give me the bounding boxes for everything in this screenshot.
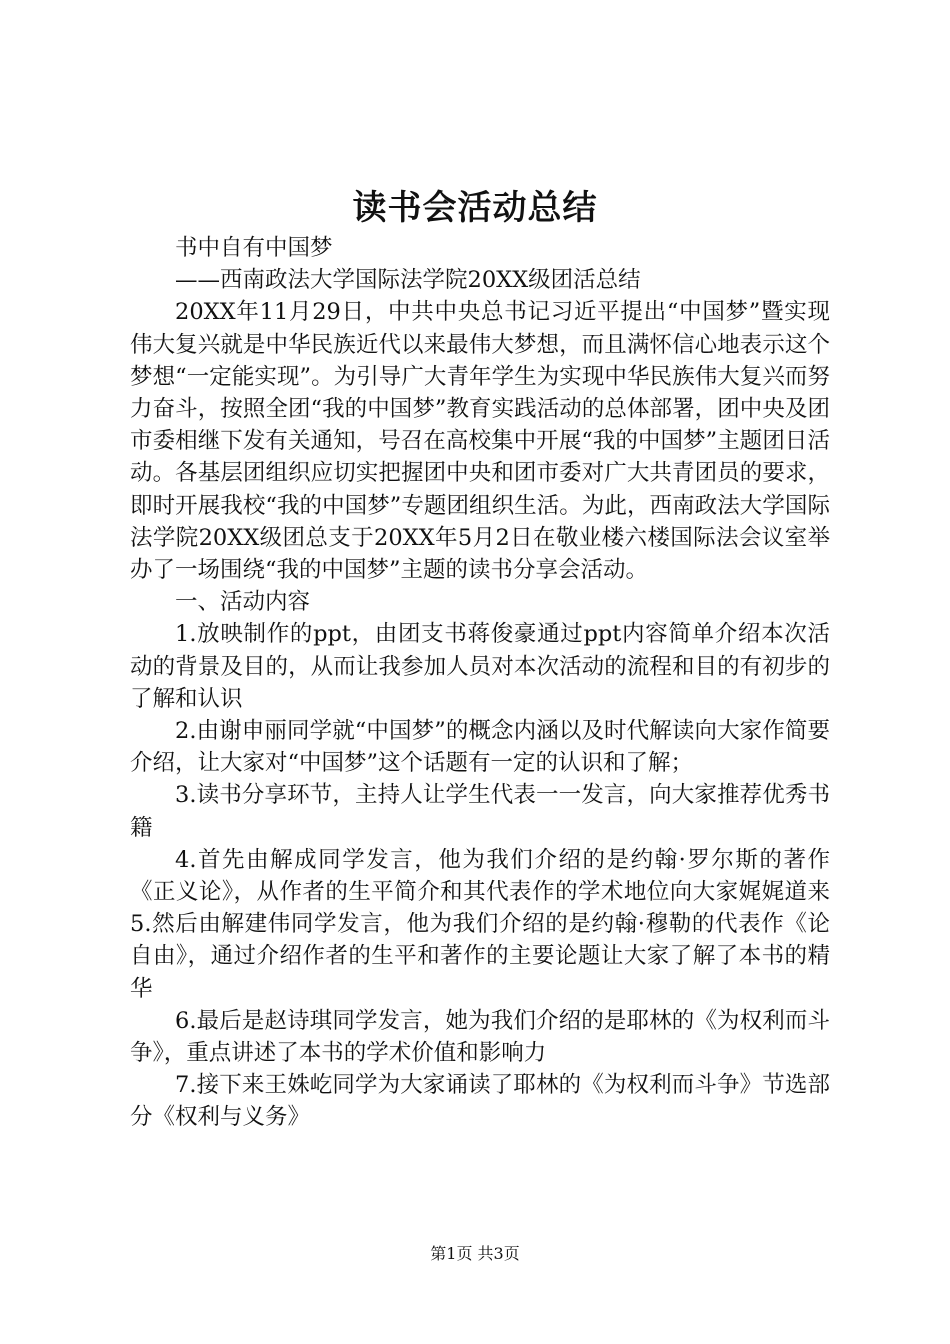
section-heading: 一、活动内容 <box>175 589 311 616</box>
body-paragraph: 6.最后是赵诗琪同学发言，她为我们介绍的是耶林的《为权利而斗争》，重点讲述了本书的学术价值和影响力 <box>130 1007 830 1067</box>
document-title: 读书会活动总结 <box>352 188 598 228</box>
body-paragraph: 7.接下来王姝屹同学为大家诵读了耶林的《为权利而斗争》节选部分《权利与义务》 <box>130 1072 830 1131</box>
subtitle-line: ——西南政法大学国际法学院20XX级团活总结 <box>175 267 641 294</box>
body-paragraph: 3.读书分享环节，主持人让学生代表一一发言，向大家推荐优秀书籍 <box>130 782 830 841</box>
document-body <box>130 232 830 1134</box>
body-paragraph: 1.放映制作的ppt，由团支书蒋俊豪通过ppt内容简单介绍本次活动的背景及目的，从而让我参加人员对本次活动的流程和目的有初步的了解和认识 <box>130 621 830 712</box>
page-footer: 第1页 共3页 <box>430 1244 520 1263</box>
body-paragraph: 2.由谢申丽同学就“中国梦”的概念内涵以及时代解读向大家作简要介绍，让大家对“中国梦”这个话题有一定的认识和了解； <box>130 718 830 777</box>
body-paragraph: 4.首先由解成同学发言，他为我们介绍的是约翰·罗尔斯的著作《正义论》，从作者的生平简介和其代表作的学术地位向大家娓娓道来5.然后由解建伟同学发言，他为我们介绍的是约翰·穆勒的代表作《论自由》，通过介绍作者的生平和著作的主要论题让大家了解了本书的精华 <box>130 846 830 1002</box>
subtitle-line: 书中自有中国梦 <box>175 235 333 261</box>
body-paragraph: 20XX年11月29日，中共中央总书记习近平提出“中国梦”暨实现伟大复兴就是中华民族近代以来最伟大梦想，而且满怀信心地表示这个梦想“一定能实现”。为引导广大青年学生为实现中华民族伟大复兴而努力奋斗，按照全团“我的中国梦”教育实践活动的总体部署，团中央及团市委相继下发有关通知，号召在高校集中开展“我的中国梦”主题团日活动。各基层团组织应切实把握团中央和团市委对广大共青团员的要求，即时开展我校“我的中国梦”专题团组织生活。为此，西南政法大学国际法学院20XX级团总支于20XX年5月2日在敬业楼六楼国际法会议室举办了一场围绕“我的中国梦”主题的读书分享会活动。 <box>130 299 830 584</box>
